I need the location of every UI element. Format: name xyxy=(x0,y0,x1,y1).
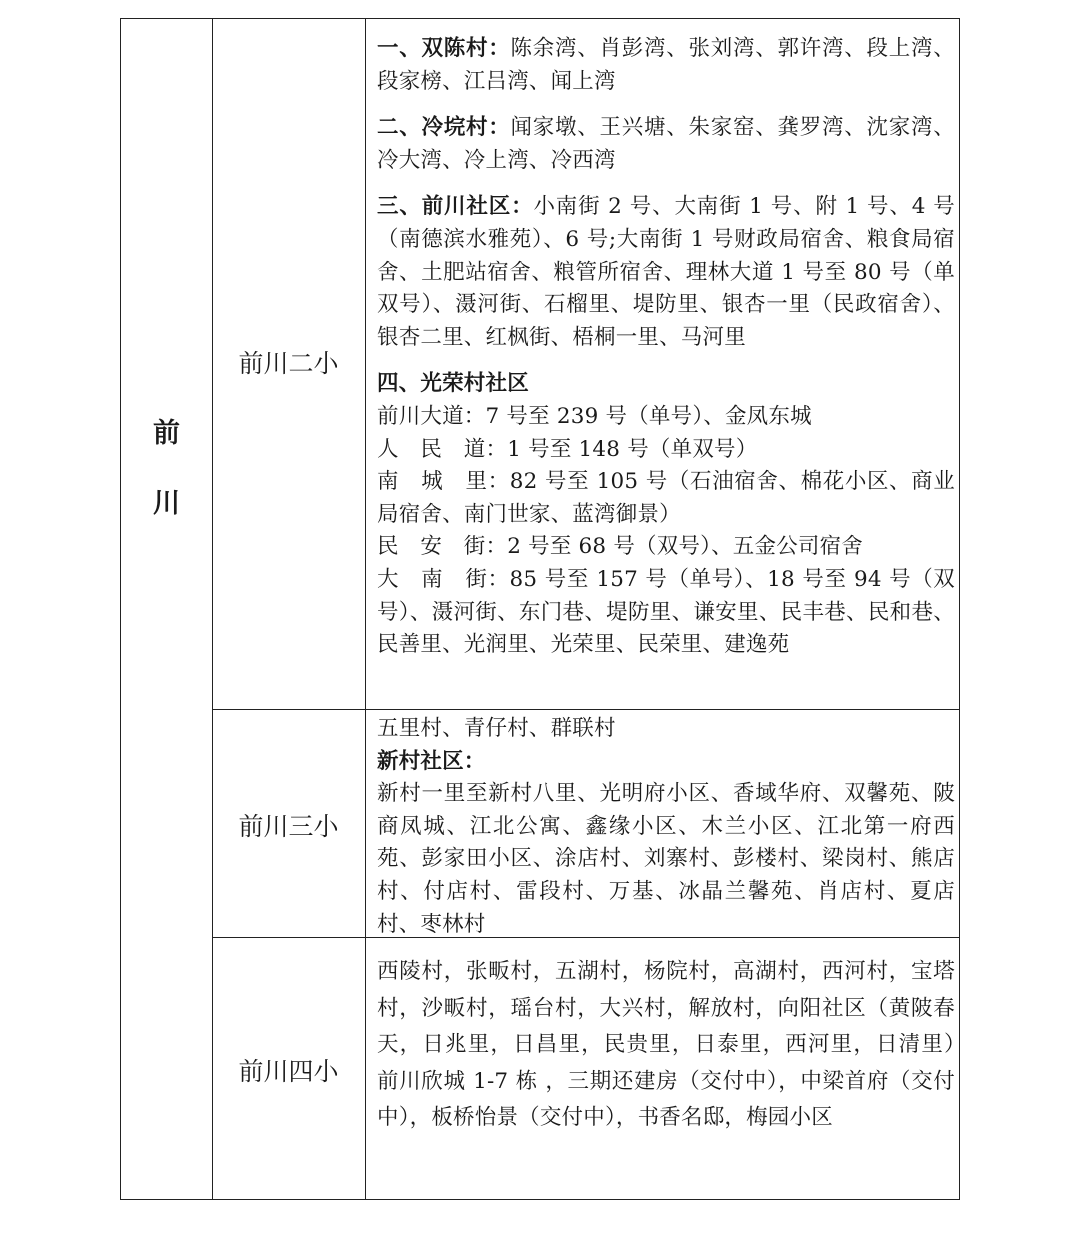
school-name: 前川四小 xyxy=(238,1057,339,1086)
area-text: 小南街 2 号、大南街 1 号、附 1 号、4 号（南德滨水雅苑）、6 号;大南街 1 号财政局宿舍、粮食局宿舍、土肥站宿舍、粮管所宿舍、理林大道 1 号至 80 号（单双号）、滠河街、石榴里、堤防里、银杏一里（民政宿舍）、银杏二里、红枫街、梧桐一里、马河里 xyxy=(377,194,955,350)
street-label: 人 民 道： xyxy=(377,436,508,462)
street-text: 82 号至 105 号（石油宿舍、棉花小区、商业局宿舍、南门世家、蓝湾御景） xyxy=(377,469,956,527)
street-text: 2 号至 68 号（双号）、五金公司宿舍 xyxy=(507,534,863,560)
column-divider xyxy=(212,19,213,1199)
area-heading: 三、前川社区： xyxy=(377,194,534,220)
area-text: 五里村、青仔村、群联村 xyxy=(377,716,616,741)
district-name xyxy=(121,399,212,539)
street-label: 前川大道： xyxy=(377,403,486,429)
area-text: 新村一里至新村八里、光明府小区、香域华府、双馨苑、陂商凤城、江北公寓、鑫缘小区、木兰小区、江北第一府西苑、彭家田小区、涂店村、刘寨村、彭楼村、梁岗村、熊店村、付店村、雷段村、万基、冰晶兰馨苑、肖店村、夏店村、枣林村 xyxy=(377,781,955,937)
area-paragraph xyxy=(377,33,955,98)
area-paragraph xyxy=(377,191,955,354)
street-line xyxy=(377,401,955,434)
street-line xyxy=(377,466,955,531)
district-char: 川 xyxy=(153,488,180,519)
area-heading: 新村社区： xyxy=(377,748,486,774)
school-name: 前川三小 xyxy=(238,812,339,841)
area-text: 闻家墩、王兴塘、朱家窑、龚罗湾、沈家湾、冷大湾、冷上湾、冷西湾 xyxy=(377,115,955,173)
area-heading: 一、双陈村： xyxy=(377,36,511,61)
area-text: 西陵村，张畈村，五湖村，杨院村，高湖村，西河村，宝塔村，沙畈村，瑶台村，大兴村，解放村，向阳社区（黄陂春天，日兆里，日昌里，民贵里，日泰里，西河里，日清里） 前川欣城 1-7 栋 ，三期还建房（交付中），中梁首府（交付中），板桥怡景（交付中），书香名邸，梅园小区 xyxy=(377,959,999,1130)
street-text: 7 号至 239 号（单号）、金凤东城 xyxy=(485,403,812,429)
column-divider xyxy=(365,19,366,1199)
school-area-cell xyxy=(377,713,955,941)
area-text: 陈余湾、肖彭湾、张刘湾、郭许湾、段上湾、段家榜、江吕湾、闻上湾 xyxy=(377,36,955,94)
street-label: 大 南 街： xyxy=(377,566,510,592)
street-line xyxy=(377,434,955,467)
street-line xyxy=(377,564,955,662)
area-heading: 四、光荣村社区 xyxy=(377,371,529,397)
street-label: 民 安 街： xyxy=(377,534,508,560)
area-paragraph xyxy=(377,112,955,177)
district-table xyxy=(120,18,999,1200)
school-area-cell xyxy=(377,33,955,662)
row-divider xyxy=(212,709,959,710)
street-label: 南 城 里： xyxy=(377,469,510,495)
area-heading: 二、冷垸村： xyxy=(377,115,511,141)
street-text: 1 号至 148 号（单双号） xyxy=(507,436,758,462)
school-name: 前川二小 xyxy=(238,349,339,378)
school-area-cell xyxy=(377,954,999,1137)
street-line xyxy=(377,531,955,564)
area-paragraph xyxy=(377,368,955,401)
district-char: 前 xyxy=(153,418,180,449)
area-paragraph xyxy=(377,746,955,779)
street-text: 85 号至 157 号（单号）、18 号至 94 号（双号）、滠河街、东门巷、堤防里、谦安里、民丰巷、民和巷、民善里、光润里、光荣里、民荣里、建逸苑 xyxy=(377,566,956,658)
